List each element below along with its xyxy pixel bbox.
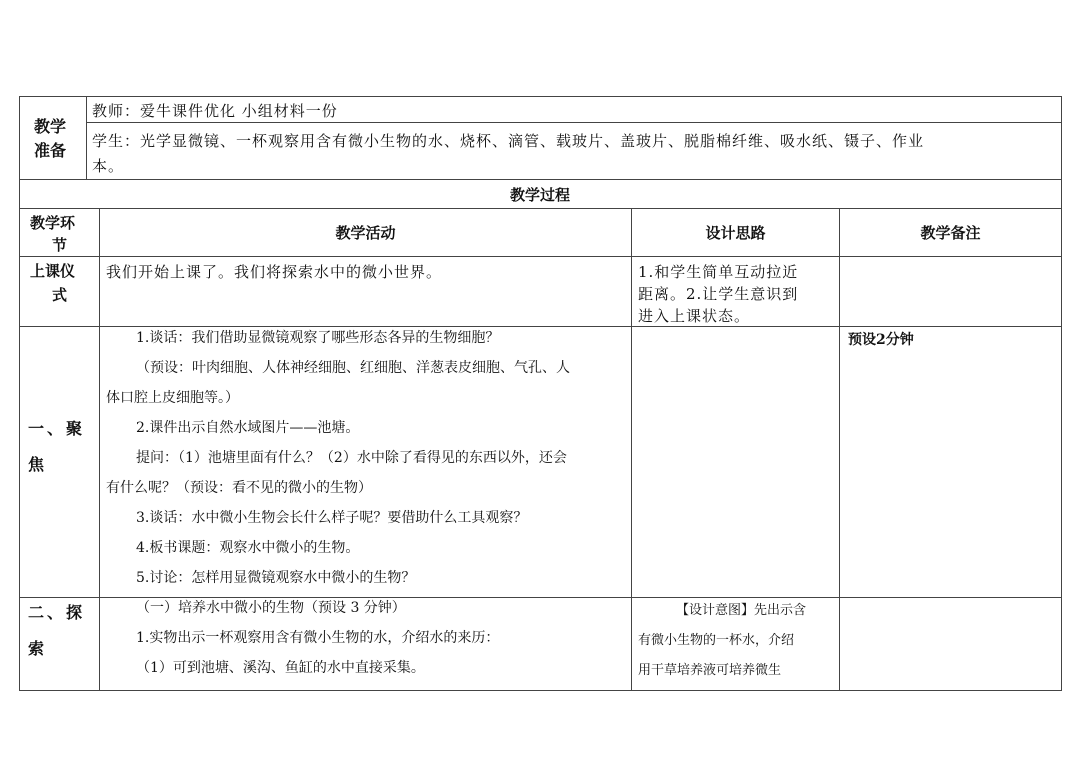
process-title: 教学过程 (509, 186, 570, 204)
row2-activity-line1: 1.谈话：我们借助显微镜观察了哪些形态各异的生物细胞？ (136, 330, 500, 346)
prep-label-line2: 准备 (34, 141, 67, 160)
row2-activity-line3: 体口腔上皮细胞等。） (106, 390, 239, 406)
row3-design-line1: 【设计意图】先出示含 (676, 603, 807, 618)
row2-stage-line2: 焦 (28, 455, 45, 474)
row3-stage-line2: 索 (28, 639, 45, 658)
row2-notes-cell (839, 326, 1062, 598)
row2-notes-text: 预设2分钟 (848, 332, 914, 348)
prep-label-line1: 教学 (34, 117, 67, 136)
row2-activity-line7: 3.谈话：水中微小生物会长什么样子呢？要借助什么工具观察？ (136, 510, 528, 526)
prep-teacher-text: 教师：爱牛课件优化 小组材料一份 (92, 102, 338, 120)
row1-notes-cell (839, 256, 1062, 327)
row2-activity-line6: 有什么呢？（预设：看不见的微小的生物） (106, 480, 372, 496)
row1-stage-line1: 上课仪 (30, 262, 76, 280)
row2-stage-line1: 一、聚 (28, 419, 86, 438)
row3-activity-line3: （1）可到池塘、溪沟、鱼缸的水中直接采集。 (136, 660, 425, 676)
row3-design-line2: 有微小生物的一杯水，介绍 (638, 633, 795, 648)
row2-activity-line9: 5.讨论：怎样用显微镜观察水中微小的生物？ (136, 570, 416, 586)
row2-activity-line5: 提问：（1）池塘里面有什么？（2）水中除了看得见的东西以外，还会 (136, 450, 567, 466)
row1-stage-line2: 式 (52, 286, 68, 304)
prep-student-line2: 本。 (92, 157, 125, 175)
row2-design-cell (631, 326, 840, 598)
row3-stage-line1: 二、探 (28, 603, 86, 622)
prep-student-line1: 学生：光学显微镜、一杯观察用含有微小生物的水、烧杯、滴管、载玻片、盖玻片、脱脂棉纤维、吸水纸、镊子、作业 (92, 132, 925, 150)
header-stage-line1: 教学环 (30, 214, 76, 232)
row3-design-line3: 用干草培养液可培养微生 (638, 663, 782, 678)
row1-activity-text: 我们开始上课了。我们将探索水中的微小世界。 (106, 263, 443, 281)
row3-activity-line2: 1.实物出示一杯观察用含有微小生物的水，介绍水的来历： (136, 630, 500, 646)
header-activity: 教学活动 (335, 224, 396, 242)
header-stage-line2: 节 (52, 236, 68, 254)
header-design: 设计思路 (705, 224, 766, 242)
row1-design-line1: 1.和学生简单互动拉近 (638, 263, 799, 281)
row3-activity-line1: （一）培养水中微小的生物（预设 3 分钟） (136, 600, 406, 616)
row2-activity-line4: 2.课件出示自然水域图片——池塘。 (136, 420, 360, 436)
row2-activity-line2: （预设：叶肉细胞、人体神经细胞、红细胞、洋葱表皮细胞、气孔、人 (136, 360, 570, 376)
header-notes: 教学备注 (920, 224, 981, 242)
row1-design-line2: 距离。2.让学生意识到 (638, 285, 799, 303)
row3-notes-cell (839, 597, 1062, 691)
row2-activity-line8: 4.板书课题：观察水中微小的生物。 (136, 540, 360, 556)
row1-design-line3: 进入上课状态。 (638, 307, 751, 325)
